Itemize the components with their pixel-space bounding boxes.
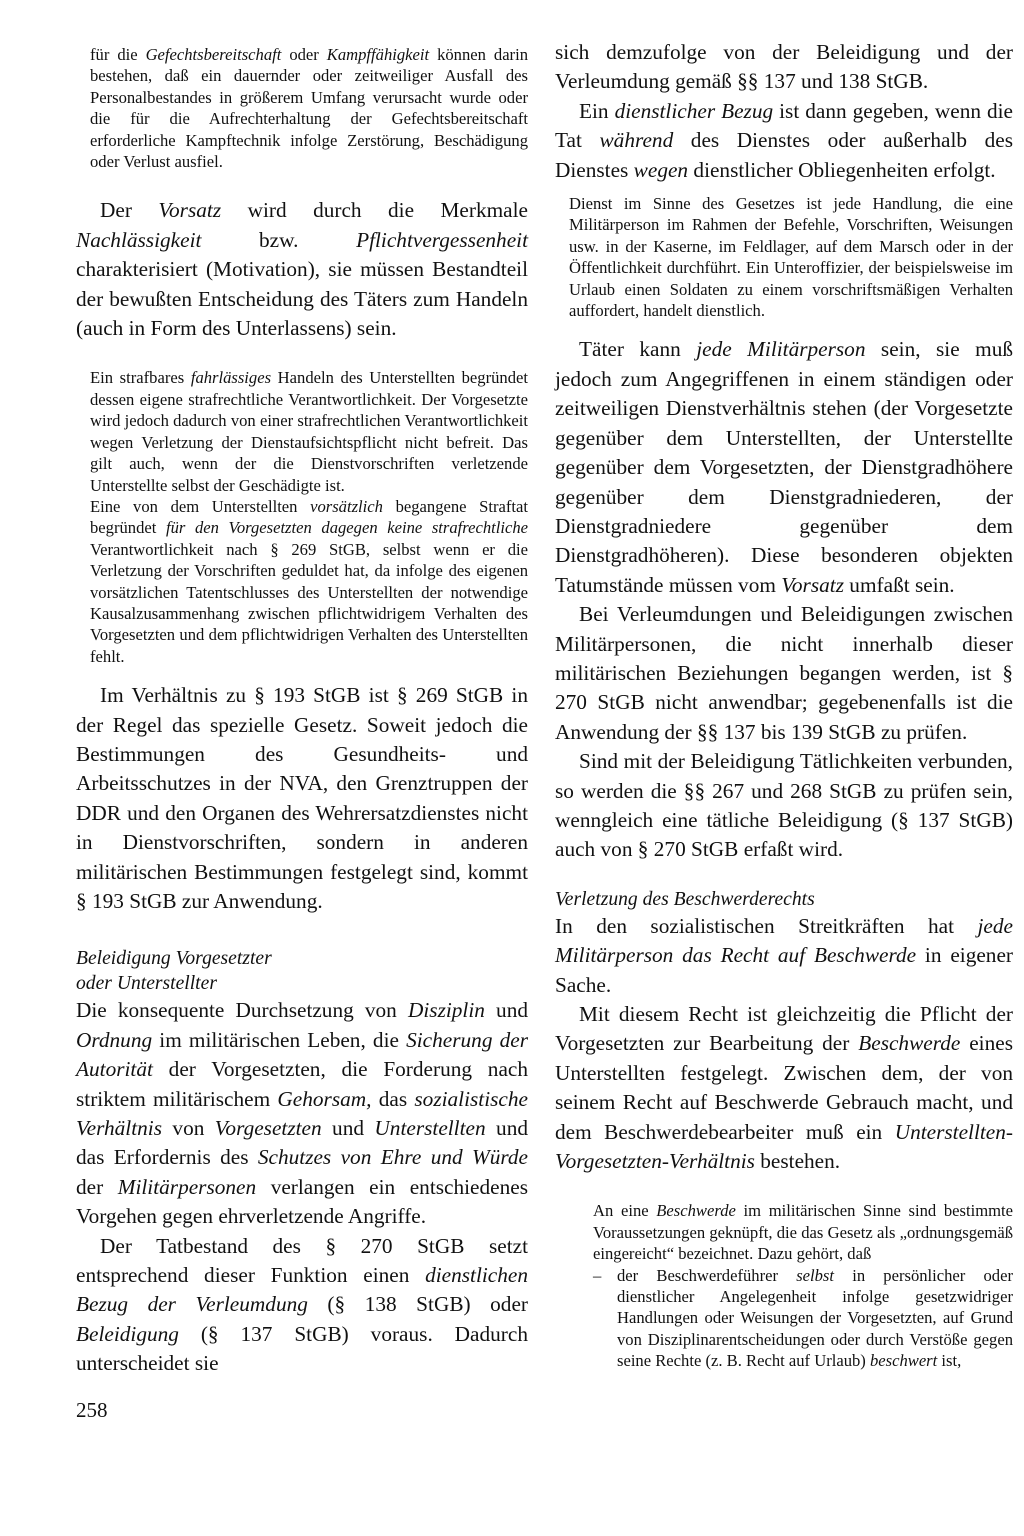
text-run: Eine von dem Unterstellten <box>90 496 311 516</box>
text-run: der <box>76 1174 118 1199</box>
emphasis-text: beschwert <box>869 1351 938 1371</box>
text-run: charakterisiert (Motivation), sie müssen Bestandteil der bewußten Entscheidung des Täters zum Handeln (auch in Form des Unterlassens) sein. <box>76 257 528 341</box>
text-run: Bei Verleumdungen und Beleidigungen zwischen Militärpersonen, die nicht innerhalb dieser militärischen Beziehungen begangen werden, ist § 270 StGB nicht anwendbar; gegebenenfalls ist die Anwendung der §§ 137 bis 139 StGB zu prüfen. <box>555 602 1013 744</box>
emphasis-text: fahrlässiges <box>190 368 272 388</box>
text-run: ist dann gegeben, wenn die Tat <box>555 98 1013 153</box>
emphasis-text: Gefechtsbereitschaft <box>145 45 282 64</box>
dash-bullet: – <box>593 1265 602 1285</box>
text-run: von <box>162 1116 215 1141</box>
section-heading: oder Unterstellter <box>76 973 217 995</box>
paragraph <box>555 1000 1013 1176</box>
text-run: verlangen ein entschiedenes Vorgehen gegen ehrverletzende Angriffe. <box>76 1174 528 1229</box>
right-column <box>555 38 1013 1372</box>
text-run: können darin bestehen, daß ein dauernder oder zeitweiliger Ausfall des Personalbestandes in größerem Umfang verursacht wurde oder die für die Aufrechterhaltung der Gefechtsbereitschaft erforderliche Kampftechnik infolge Zerstörung, Beschädigung oder Verlust ausfiel. <box>90 45 528 172</box>
emphasis-text: Beschwerde <box>858 1031 961 1056</box>
emphasis-text: Beschwerde <box>656 1201 736 1221</box>
text-run: Der Tatbestand des § 270 StGB setzt entsprechend dieser Funktion einen <box>76 1233 528 1288</box>
paragraph <box>555 747 1013 865</box>
text-run: Im Verhältnis zu § 193 StGB ist § 269 StGB in der Regel das spezielle Gesetz. Soweit jedoch die Bestimmungen des Gesundheits- und Arbeitsschutzes in der NVA, den Grenztruppen der DDR und den Organen des Wehrersatzdienstes nicht in Dienstvorschriften, sondern in anderen militärischen Bestimmungen festgelegt sind, kommt § 193 StGB zur Anwendung. <box>76 683 528 913</box>
emphasis-text: sozialistische Verhältnis <box>76 1086 528 1141</box>
emphasis-text: Schutzes von Ehre und Würde <box>257 1145 528 1170</box>
paragraph <box>76 496 528 667</box>
emphasis-text: dienstlichen Bezug der Verleumdung <box>76 1263 528 1317</box>
text-run: Handeln des Unterstellten begründet dessen eigene strafrechtliche Verantwortlichkeit. Der Vorgesetzte wird jedoch dadurch von einer strafrechtlichen Verantwortlichkeit wegen Verletzung der Dienstaufsichtspflicht nicht befreit. Das gilt auch, wenn der die Dienstvorschriften verletzende Unterstellte selbst der Geschädigte ist. <box>90 368 528 495</box>
text-run: und <box>321 1116 375 1141</box>
emphasis-text: während <box>599 128 674 153</box>
emphasis-text: Militärpersonen <box>117 1174 257 1199</box>
emphasis-text: für den Vorgesetzten dagegen keine strafrechtliche <box>165 518 529 538</box>
page-number: 258 <box>76 1398 108 1422</box>
text-run: in persönlicher oder dienstlicher Angelegenheit infolge gesetzwidriger Handlungen oder Weisungen der Vorgesetzten, auf Grund von Disziplinarentscheidungen oder durch Verstöße gegen seine Rechte (z. B. Recht auf Urlaub) <box>617 1265 1013 1371</box>
text-run: im militärischen Leben, die <box>152 1027 407 1052</box>
text-run: Mit diesem Recht ist gleichzeitig die Pflicht der Vorgesetzten zur Bearbeitung der <box>555 1002 1013 1056</box>
text-run: bzw. <box>201 227 357 252</box>
emphasis-text: Vorsatz <box>781 572 844 597</box>
text-run: und das Erfordernis des <box>76 1116 528 1170</box>
text-run: eines Unterstellten festgelegt. Zwischen dem, der von seinem Recht auf Beschwerde Gebrauch macht, und dem Beschwerdebearbeiter muß ein <box>555 1031 1013 1144</box>
text-run: Ein <box>579 98 615 123</box>
text-run: sich demzufolge von der Beleidigung und der Verleumdung gemäß §§ 137 und 138 StGB. <box>555 40 1013 94</box>
emphasis-text: Sicherung der Autorität <box>76 1027 529 1082</box>
text-run: sein, sie muß jedoch zum Angegriffenen in einem ständigen oder zeitweiligen Dienstverhältnis stehen (der Vorgesetzte gegenüber dem Unterstellten, der Unterstellte gegenüber dem Vorgesetzten, der Dienstgradhöhere gegenüber dem Dienstgradniederen, der Dienstgradniedere gegenüber dem Dienstgradhöheren). Diese besonderen objekten Tatumstände müssen vom <box>555 337 1013 597</box>
text-run: (§ 138 StGB) oder <box>307 1292 528 1317</box>
text-run: Täter kann <box>579 337 697 362</box>
text-run: dienstlicher Obliegenheiten erfolgt. <box>688 157 996 182</box>
emphasis-text: Pflichtvergessenheit <box>356 227 528 252</box>
text-run: Die konsequente Durchsetzung von <box>76 998 408 1023</box>
emphasis-text: wegen <box>633 157 689 182</box>
emphasis-text: Unterstellten <box>374 1116 486 1141</box>
section-heading: Beleidigung Vorgesetzter <box>76 948 272 970</box>
emphasis-text: Ordnung <box>76 1027 153 1052</box>
paragraph <box>555 1200 1013 1264</box>
emphasis-text: Gehorsam, <box>277 1086 372 1111</box>
paragraph <box>76 1232 528 1379</box>
paragraph <box>76 681 528 916</box>
text-run: begangene Straftat begründet <box>90 496 528 538</box>
text-run: der Vorgesetzten, die Forderung nach striktem militärischem <box>76 1057 528 1111</box>
text-run: das <box>371 1086 415 1111</box>
paragraph <box>555 38 1013 97</box>
left-column <box>76 44 528 1379</box>
paragraph <box>76 196 528 343</box>
text-run: umfaßt sein. <box>843 572 955 597</box>
emphasis-text: Vorsatz <box>158 198 222 223</box>
emphasis-text: selbst <box>796 1265 835 1285</box>
paragraph <box>76 44 528 172</box>
text-run: Der <box>100 198 159 223</box>
text-run: Dienst im Sinne des Gesetzes ist jede Handlung, die eine Militärperson im Rahmen der Befehle, Vorschriften, Weisungen usw. in der Kaserne, im Feldlager, auf dem Marsch oder in der Öffentlichkeit durchführt. Ein Unteroffizier, der beispielsweise im Urlaub einen Soldaten zu einem vorschriftsmäßigen Verhalten auffordert, handelt dienstlich. <box>569 194 1013 321</box>
emphasis-text: dienstlicher Bezug <box>614 98 774 123</box>
emphasis-text: Unterstellten-Vorgesetzten-Verhältnis <box>555 1119 1013 1174</box>
emphasis-text: Kampffähigkeit <box>326 45 430 64</box>
text-run: im militärischen Sinne sind bestimmte Voraussetzungen geknüpft, die das Gesetz als „ordnungsgemäß eingereicht“ bezeichnet. Dazu gehört, daß <box>593 1201 1014 1264</box>
emphasis-text: Vorgesetzten <box>214 1116 322 1141</box>
emphasis-text: jede Militärperson das Recht auf Beschwerde <box>555 913 1013 968</box>
paragraph <box>555 193 1013 321</box>
text-run: in eigener Sache. <box>555 943 1013 997</box>
emphasis-text: Disziplin <box>407 998 485 1023</box>
paragraph <box>555 335 1013 600</box>
text-run: (§ 137 StGB) voraus. Dadurch unterscheidet sie <box>76 1321 528 1376</box>
text-run: wird durch die Merkmale <box>221 198 529 223</box>
emphasis-text: Nachlässigkeit <box>76 227 202 252</box>
emphasis-text: Beleidigung <box>76 1321 179 1346</box>
emphasis-text: jede Militärperson <box>696 337 866 362</box>
text-run: bestehen. <box>754 1149 841 1174</box>
paragraph <box>555 912 1013 1000</box>
text-run: Verantwortlichkeit nach § 269 StGB, selbst wenn er die Verletzung der Vorschriften geduldet hat, da infolge des eigenen vorsätzlichen Tatentschlusses des Unterstellten der notwendige Kausalzusammenhang zwischen pflichtwidrigem Verhalten des Vorgesetzten und dem pflichtwidrigen Verhalten des Unterstellten fehlt. <box>90 539 528 666</box>
paragraph <box>76 367 528 495</box>
paragraph <box>555 97 1013 185</box>
text-run: Sind mit der Beleidigung Tätlichkeiten verbunden, so werden die §§ 267 und 268 StGB zu prüfen sein, wenngleich eine tätliche Beleidigung (§ 137 StGB) auch von § 270 StGB erfaßt wird. <box>555 749 1013 862</box>
paragraph <box>555 600 1013 747</box>
text-run: In den sozialistischen Streitkräften hat <box>555 913 978 938</box>
text-run: oder <box>281 45 327 64</box>
text-run: ist, <box>937 1351 962 1371</box>
section-heading: Verletzung des Beschwerderechts <box>555 888 815 910</box>
text-run: des Dienstes oder außerhalb des Dienstes <box>555 128 1013 182</box>
text-run: und <box>484 998 528 1023</box>
text-run: An eine <box>593 1201 657 1221</box>
text-run: für die <box>90 45 146 64</box>
text-run: der Beschwerdeführer <box>617 1265 797 1285</box>
text-run: Ein strafbares <box>90 368 191 388</box>
emphasis-text: vorsätzlich <box>310 496 383 516</box>
paragraph <box>76 996 528 1231</box>
list-item-text <box>617 1265 1013 1372</box>
list-item <box>555 1265 1013 1372</box>
